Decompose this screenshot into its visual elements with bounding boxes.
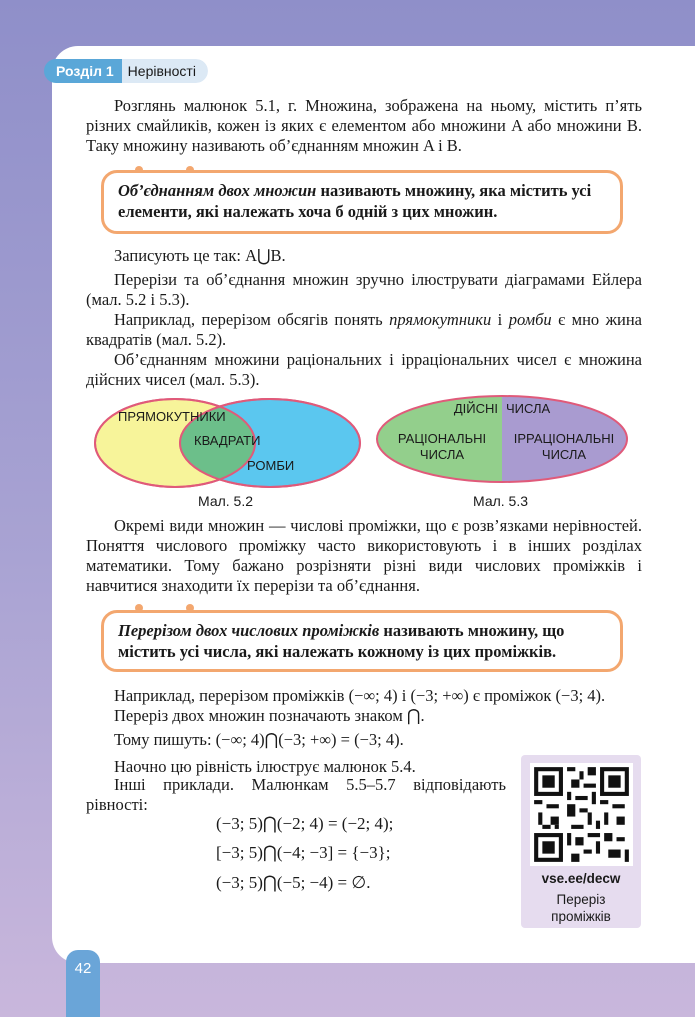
label-rhombi: РОМБИ (247, 458, 295, 473)
definition-intersection (101, 610, 623, 672)
p4-text: Наприклад, перерізом обсягів понять (114, 310, 390, 329)
label-rectangles: ПРЯМОКУТНИКИ (118, 409, 226, 424)
label-real-2: ЧИСЛА (506, 401, 551, 416)
paragraph-5: Об’єднанням множини раціональних і ірраціональних чисел є множина дійсних чисел (мал. 5.3). (86, 350, 642, 389)
qr-code-icon[interactable] (530, 763, 633, 866)
p4-term: прямокутники (389, 310, 492, 329)
p4-term: ромби (508, 310, 552, 329)
section-label: Розділ 1 (44, 59, 122, 83)
definition-term: Об’єднанням двох множин (118, 181, 317, 200)
label-irrational-2: ЧИСЛА (541, 447, 587, 462)
paragraph-9: Тому пишуть: (−∞; 4)⋂(−3; +∞) = (−3; 4). (114, 730, 404, 749)
euler-diagram-5-2 (90, 393, 365, 490)
paragraph-2: Записують це так: A⋃B. (114, 246, 286, 265)
p4-text: і (491, 310, 509, 329)
caption-5-2: Мал. 5.2 (198, 493, 254, 509)
paragraph-8: Переріз двох множин позначають знаком ⋂. (114, 706, 425, 725)
definition-term: Перерізом двох числових проміжків (118, 621, 380, 640)
equation-3: (−3; 5)⋂(−5; −4) = ∅. (216, 873, 371, 892)
section-title: Нерівності (122, 59, 208, 83)
qr-card[interactable] (521, 755, 641, 928)
definition-text: називають множину, яка містить усі елементи, які належать хоча б одній з цих множин. (118, 181, 592, 221)
section-header (44, 59, 208, 83)
qr-desc-line: Переріз (556, 892, 606, 907)
paragraph-7: Наприклад, перерізом проміжків (−∞; 4) і (−3; +∞) є проміжок (−3; 4). (114, 686, 606, 705)
equation-1: (−3; 5)⋂(−2; 4) = (−2; 4); (216, 814, 394, 833)
qr-desc-line: проміжків (551, 909, 611, 924)
qr-description (521, 891, 641, 925)
equation-2: [−3; 5)⋂(−4; −3] = {−3}; (216, 843, 391, 862)
definition-union (101, 170, 623, 234)
paragraph-6: Окремі види множин — числові проміжки, що є розв’язками нерівностей. Поняття числового проміжку часто використовують і в інших розділах математики. Тому бажано розрізняти різні види числових проміжків і навчитися знаходити їх перерізи та об’єднання. (86, 516, 642, 595)
label-squares: КВАДРАТИ (194, 433, 261, 448)
label-irrational-1: ІРРАЦІОНАЛЬНІ (513, 431, 615, 446)
label-real-1: ДІЙСНІ (453, 401, 498, 416)
caption-5-3: Мал. 5.3 (473, 493, 529, 509)
label-rational-1: РАЦІОНАЛЬНІ (397, 431, 487, 446)
paragraph-11: Інші приклади. Малюнкам 5.5–5.7 відповідають рівності: (86, 775, 506, 814)
paragraph-4 (86, 310, 642, 350)
paragraph-10: Наочно цю рівність ілюструє малюнок 5.4. (114, 757, 416, 776)
label-rational-2: ЧИСЛА (419, 447, 465, 462)
paragraph-3: Перерізи та об’єднання множин зручно ілюструвати діаграмами Ейлера (мал. 5.2 і 5.3). (86, 270, 642, 309)
euler-diagram-5-3 (374, 393, 630, 485)
page-number: 42 (66, 950, 100, 1017)
p4-text: є мно жина квадратів (мал. 5.2). (86, 310, 642, 349)
definition-text: називають множину, що містить усі числа, які належать кожному із цих проміжків. (118, 621, 565, 661)
paragraph-1: Розглянь малюнок 5.1, г. Множина, зображена на ньому, містить п’ять різних смайликів, кожен із яких є елементом або множини A або множини B. Таку множину називають об’єднанням множин A і B. (86, 96, 642, 155)
qr-url[interactable]: vse.ee/decw (541, 871, 621, 886)
